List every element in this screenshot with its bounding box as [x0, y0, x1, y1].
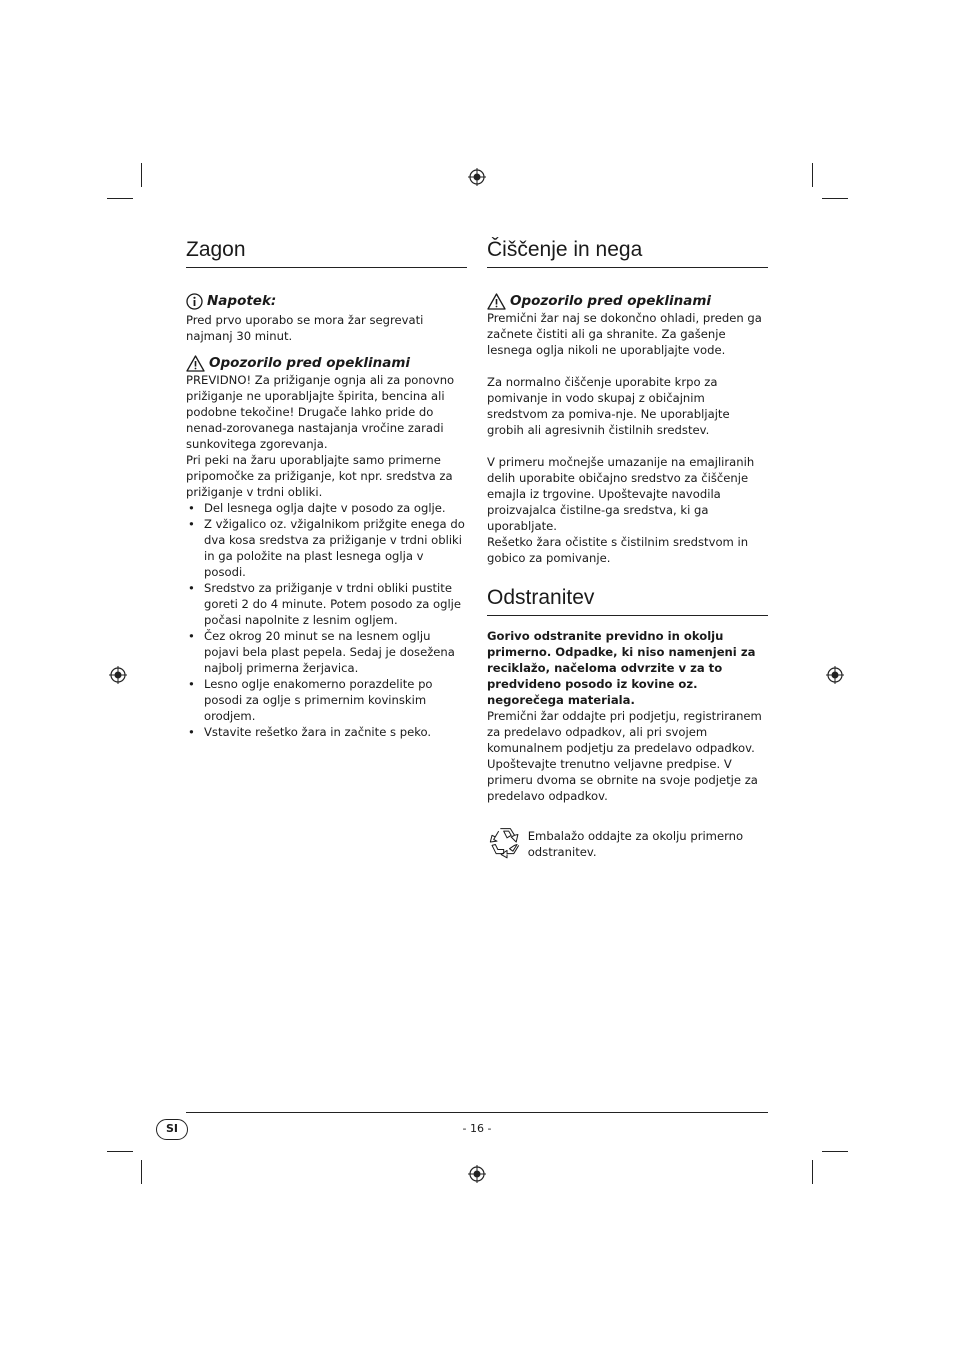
- section-title-odstranitev: Odstranitev: [487, 584, 768, 616]
- warning-heading-text: Opozorilo pred opeklinami: [510, 293, 712, 309]
- crop-mark: [141, 163, 142, 187]
- crop-mark: [822, 1151, 848, 1152]
- note-heading-text: Napotek:: [207, 293, 277, 309]
- crop-mark: [812, 1160, 813, 1184]
- crop-mark: [107, 198, 133, 199]
- cleaning-para: V primeru močnejše umazanije na emajliranih delih uporabite običajno sredstvo za čiščenje emajla iz trgovine. Upoštevajte navodila proizvajalca čistilne-ga sredstva, ki ga uporabljate.: [487, 455, 755, 533]
- steps-list: [186, 500, 467, 740]
- recycle-icon: [487, 820, 524, 864]
- registration-mark-icon: [468, 168, 486, 186]
- disposal-text: Premični žar oddajte pri podjetju, registriranem za predelavo odpadkov, ali pri svojem komunalnem podjetju za predelavo odpadkov. Upoštevajte trenutno veljavne predpise. V primeru dvoma se obrnite na svoje podjetje za predelavo odpadkov.: [487, 709, 762, 803]
- registration-mark-icon: [109, 666, 127, 684]
- list-item: • Del lesnega oglja dajte v posodo za oglje.: [204, 500, 467, 516]
- list-item: • Lesno oglje enakomerno porazdelite po posodi za oglje s primernim kovinskim orodjem.: [204, 676, 467, 724]
- warning-triangle-icon: [487, 293, 506, 310]
- footer-divider: [186, 1112, 768, 1113]
- recycle-note: [487, 820, 768, 864]
- note-heading: [186, 292, 467, 310]
- warning-triangle-icon: [186, 355, 205, 372]
- disposal-bold-text: Gorivo odstranite previdno in okolju primerno. Odpadke, ki niso namenjeni za reciklažo, načeloma odvrzite v za to predvideno posodo iz kovine oz. negorečega materiala.: [487, 629, 756, 707]
- cleaning-para: Za normalno čiščenje uporabite krpo za pomivanje in vodo skupaj z običajnim sredstvom za pomiva-nje. Ne uporabljajte grobih ali agresivnih čistilnih sredstev.: [487, 375, 730, 437]
- crop-mark: [141, 1160, 142, 1184]
- cleaning-para: Rešetko žara očistite s čistilnim sredstvom in gobico za pomivanje.: [487, 535, 749, 565]
- list-item: • Vstavite rešetko žara in začnite s peko.: [204, 724, 467, 740]
- column-right: [487, 236, 768, 864]
- list-item: • Čez okrog 20 minut se na lesnem oglju pojavi bela plast pepela. Sedaj je dosežena najbolj primerna žerjavica.: [204, 628, 467, 676]
- list-item: • Z vžigalico oz. vžigalnikom prižgite enega do dva kosa sredstva za prižiganje v trdni obliki in ga položite na plast lesnega oglja v posodi.: [204, 516, 467, 580]
- language-badge: SI: [156, 1119, 188, 1140]
- warning-heading: [186, 354, 467, 372]
- warning-para: Pri peki na žaru uporabljajte samo primerne pripomočke za prižiganje, kot npr. sredstva za prižiganje v trdni obliki.: [186, 453, 453, 499]
- crop-mark: [822, 198, 848, 199]
- registration-mark-icon: [826, 666, 844, 684]
- recycle-text: Embalažo oddajte za okolju primerno odstranitev.: [527, 829, 744, 859]
- warning-para: PREVIDNO! Za prižiganje ognja ali za ponovno prižiganje ne uporabljajte špirita, bencina ali podobne tekočine! Drugače lahko pride do nenad-zorovanega nastajanja vročine zaradi sunkovitega zgorevanja.: [186, 373, 455, 451]
- warning-heading: [487, 292, 768, 310]
- warning-para: Premični žar naj se dokončno ohladi, preden ga začnete čistiti ali ga shranite. Za gašenje lesnega oglja nikoli ne uporabljajte vode.: [487, 311, 762, 357]
- crop-mark: [107, 1151, 133, 1152]
- registration-mark-icon: [468, 1165, 486, 1183]
- info-icon: [186, 293, 203, 310]
- page-number: - 16 -: [462, 1122, 492, 1135]
- section-title-zagon: Zagon: [186, 236, 467, 268]
- note-text: Pred prvo uporabo se mora žar segrevati najmanj 30 minut.: [186, 313, 424, 343]
- column-left: [186, 236, 467, 740]
- warning-heading-text: Opozorilo pred opeklinami: [209, 355, 411, 371]
- crop-mark: [812, 163, 813, 187]
- list-item: • Sredstvo za prižiganje v trdni obliki pustite goreti 2 do 4 minute. Potem posodo za oglje počasi napolnite z lesnim ogljem.: [204, 580, 467, 628]
- section-title-ciscenje: Čiščenje in nega: [487, 236, 768, 268]
